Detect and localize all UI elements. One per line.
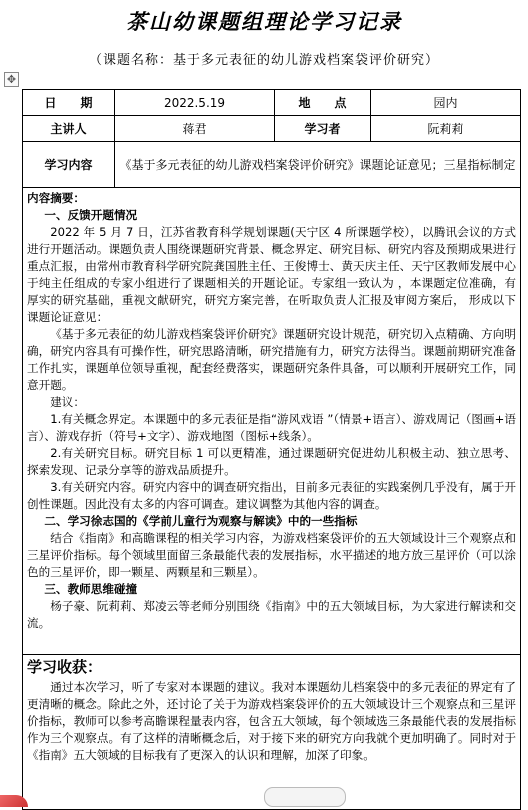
gain-text: 通过本次学习，听了专家对本课题的建议。我对本课题幼儿档案袋中的多元表征的界定有了更清晰的概念。除此之外，还讨论了关于为游戏档案袋评价的五大领域设计三个观察点和三星评价指标，教师可以参考高瞻课程量表内容，包含五大领域，每个领域选三条最能代表的发展指标作为三个观察点。有了这样的清晰概念后，对于接下来的研究方向我就个更加明确了。同时对于《指南》五大领域的目标我有了更深入的认识和理解，加深了印象。: [27, 680, 516, 762]
page-scroll-indicator[interactable]: [264, 787, 346, 807]
suggestion-2: 2.有关研究目标。研究目标 1 可以更精准，通过课题研究促进幼儿积极主动、独立思考、探索发现、记录分享等的游戏品质提升。: [27, 446, 516, 477]
section-3-paragraph: 杨子豪、阮莉莉、郑凌云等老师分别围绕《指南》中的五大领域目标，为大家进行解读和交流。: [27, 599, 516, 630]
content-label: 学习内容: [23, 142, 115, 188]
section-1-paragraph-1: 2022 年 5 月 7 日，江苏省教育科学规划课题(天宁区 4 所课题学校），以腾讯会议的方式进行开题活动。课题负责人围绕课题研究背景、概念界定、研究目标、研究内容及预期成果进行重点汇报，由常州市教育科学研究院龚国胜主任、王俊博士、黄天庆主任、天宁区教师发展中心于纯主任组成的专家小组进行了课题相关的开题论证。专家组一致认为 ，本课题定位准确，有厚实的研究基础，重视文献研究，研究方案完善，在听取负责人汇报及审阅方案后， 形成以下课题论证意见：: [27, 225, 516, 324]
place-label: 地 点: [275, 90, 371, 116]
section-2-paragraph: 结合《指南》和高瞻课程的相关学习内容，为游戏档案袋评价的五大领域设计三个观察点和三星评价指标。每个领域里面留三条最能代表的发展指标，水平描述的地方放三星评价（可以涂色的三星评价，即一颗星、两颗星和三颗星）。: [27, 531, 516, 579]
speaker-value: 蒋君: [115, 116, 275, 142]
summary-row: [23, 188, 521, 655]
section-1-paragraph-2: 《基于多元表征的幼儿游戏档案袋评价研究》课题研究设计规范，研究切入点精确、方向明确，研究内容具有可操作性，研究思路清晰，研究措施有力，研究方法得当。课题前期研究准备工作扎实，课题单位领导重视，配套经费落实，课题研究条件具备，可以顺利开展研究工作，同意开题。: [27, 327, 516, 392]
section-3-title: 三、教师思维碰撞: [44, 582, 138, 596]
speaker-label: 主讲人: [23, 116, 115, 142]
gain-heading: 学习收获：: [27, 658, 103, 676]
move-cross-icon[interactable]: ✥: [4, 72, 19, 87]
summary-heading: 内容摘要：: [27, 191, 85, 205]
suggestion-3: 3.有关研究内容。研究内容中的调查研究指出，目前多元表征的实践案例几乎没有，属于开创性课题。因此没有太多的内容可调查。建议调整为其他内容的调查。: [27, 480, 516, 511]
place-value: 园内: [371, 90, 521, 116]
date-label: 日 期: [23, 90, 115, 116]
date-value: 2022.5.19: [115, 90, 275, 116]
suggestion-heading: 建议：: [50, 395, 85, 409]
section-2-title: 二、学习徐志国的《学前儿童行为观察与解读》中的一些指标: [44, 514, 358, 528]
page-subtitle: （课题名称：基于多元表征的幼儿游戏档案袋评价研究）: [88, 53, 439, 68]
section-1-title: 一、反馈开题情况: [44, 208, 138, 222]
page-title: 茶山幼课题组理论学习记录: [126, 9, 402, 34]
learner-label: 学习者: [275, 116, 371, 142]
table-row: [23, 116, 521, 142]
learner-value: 阮莉莉: [371, 116, 521, 142]
summary-cell: [23, 188, 521, 655]
table-row: [23, 142, 521, 188]
suggestion-1: 1.有关概念界定。本课题中的多元表征是指“游风戏语 ”（情景+语言）、游戏周记（图画+语言）、游戏存折（符号+文字）、游戏地图（图标+线条）。: [27, 412, 516, 443]
content-value: 《基于多元表征的幼儿游戏档案袋评价研究》课题论证意见；三星指标制定: [115, 142, 521, 188]
record-table: [22, 89, 521, 810]
table-row: [23, 90, 521, 116]
